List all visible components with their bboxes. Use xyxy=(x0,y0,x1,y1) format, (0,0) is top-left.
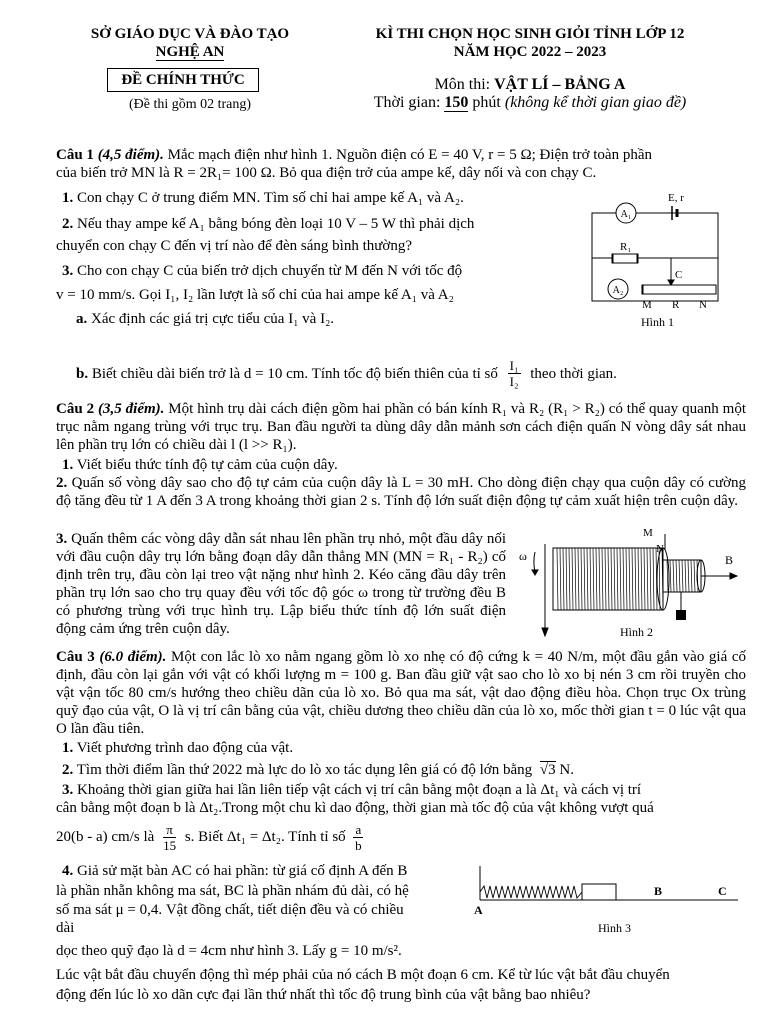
svg-text:B: B xyxy=(654,884,663,898)
svg-text:ω: ω xyxy=(519,549,527,563)
svg-text:R: R xyxy=(672,299,680,311)
province-name: NGHỆ AN xyxy=(155,44,225,60)
spring xyxy=(480,886,582,898)
svg-text:N: N xyxy=(699,299,707,311)
svg-text:B: B xyxy=(725,553,734,567)
q3-part3-line2: cân bằng một đoạn b là Δt₂.Trong một chu kì dao động, thời gian mà tốc độ của vật không vượt quá xyxy=(56,800,654,816)
q2-intro: Câu 2 (3,5 điểm). Một hình trụ dài cách điện gồm hai phần có bán kính R₁ và R₂ (R₁ > R₂) có thể quay quanh một trục nằm ngang trùng với trục trụ. Ban đầu người ta dùng dây dẫn mảnh sơn cách điện quấn N vòng dây sát nhau lên phần trụ lớn có chiều dài l (l >> R₁). xyxy=(56,401,746,453)
q3-part3-line1: 3. Khoảng thời gian giữa hai lần liên tiếp vật cách vị trí cân bằng một đoạn a là Δt₁ và cách vị trí xyxy=(62,782,642,798)
svg-text:A: A xyxy=(474,903,483,917)
hanging-weight xyxy=(676,610,686,620)
q3-part4-line1: 4. Giả sử mặt bàn AC có hai phần: từ giá cố định A đến B xyxy=(62,863,408,879)
department-name: SỞ GIÁO DỤC VÀ ĐÀO TẠO xyxy=(90,26,290,42)
q1-part3-line1: 3. Cho con chạy C của biến trở dịch chuyển từ M đến N với tốc độ xyxy=(62,263,463,279)
q3-part4-line5: dọc theo quỹ đạo là d = 4cm như hình 3. Lấy g = 10 m/s². xyxy=(56,943,402,959)
svg-text:Hình 2: Hình 2 xyxy=(620,625,653,639)
q1-intro-line1: Câu 1 (4,5 điểm). Mắc mạch điện như hình 1. Nguồn điện có E = 40 V, r = 5 Ω; Điện trở toàn phần xyxy=(56,147,653,163)
q1-intro-line2: của biến trở MN là R = 2R₁= 100 Ω. Bỏ qua điện trở của ampe kế, dây nối và con chạy C. xyxy=(56,165,597,181)
svg-text:M: M xyxy=(642,299,652,311)
a-over-b: $\frac{a}{b}$ xyxy=(355,822,362,853)
q3-part4-line6: Lúc vật bắt đầu chuyển động thì mép phải của nó cách B một đoạn 6 cm. Kể từ lúc vật bắt đầu chuyển xyxy=(56,967,670,983)
q3-part2: 2. Tìm thời điểm lần thứ 2022 mà lực do lò xo tác dụng lên giá có độ lớn bằng √3 N. xyxy=(62,762,574,778)
svg-text:C: C xyxy=(675,269,683,281)
pages-note: (Đề thi gồm 02 trang) xyxy=(128,97,252,112)
school-year: NĂM HỌC 2022 – 2023 xyxy=(453,44,607,60)
q1-part1: 1. Con chạy C ở trung điểm MN. Tìm số chỉ hai ampe kế A₁ và A₂. xyxy=(62,190,464,206)
exam-title: KÌ THI CHỌN HỌC SINH GIỎI TỈNH LỚP 12 xyxy=(375,26,685,42)
q3-part4-line7: động đến lúc lò xo dãn cực đại lần thứ nhất thì tốc độ trung bình của vật bằng bao nhiêu? xyxy=(56,987,591,1003)
official-stamp: ĐỀ CHÍNH THỨC xyxy=(107,68,259,92)
figure-3-spring xyxy=(470,862,746,938)
svg-text:C: C xyxy=(718,884,727,898)
svg-text:M: M xyxy=(643,527,653,539)
q3-part3-line3: 20(b - a) cm/s là $\frac{\pi}{15}$ s. Biết Δt₁ = Δt₂. Tính tỉ số $\frac{a}{b}$ xyxy=(56,822,362,853)
q3-intro: Câu 3 (6.0 điểm). Một con lắc lò xo nằm ngang gồm lò xo nhẹ có độ cứng k = 40 N/m, một đầu gắn vào giá cố định, đầu còn lại gắn với vật có khối lượng m = 100 g. Ban đầu giữ vật sao cho lò xo bị nén 3 cm rồi truyền cho vật vận tốc 80 cm/s hướng theo chiều dãn của lò xo. Bỏ qua ma sát, vật dao động điều hòa. Chọn trục Ox trùng quỹ đạo của vật, O là vị trí cân bằng của vật, chiều dương theo chiều dãn của lò xo, mốc thời gian t = 0 lúc vật qua O lần đầu tiên. xyxy=(56,649,746,737)
svg-text:R₁: R₁ xyxy=(620,241,632,253)
block-mass xyxy=(582,884,616,900)
figure-2-cylinder xyxy=(515,522,747,644)
pi-over-15: $\frac{\pi}{15}$ xyxy=(163,822,177,853)
figure-1-circuit xyxy=(586,188,732,330)
ratio-fraction: $\frac{\text{I₁}}{\text{I₂}}$ xyxy=(509,358,519,389)
svg-text:Hình 1: Hình 1 xyxy=(641,315,674,329)
q1-part3a: a. Xác định các giá trị cực tiểu của I₁ và I₂. xyxy=(76,311,335,327)
time-line: Thời gian: 150 phút (không kể thời gian giao đề) xyxy=(373,94,687,111)
svg-text:A₁: A₁ xyxy=(620,209,632,220)
svg-text:E, r: E, r xyxy=(668,192,684,204)
q3-part1: 1. Viết phương trình dao động của vật. xyxy=(62,740,294,756)
q1-part3b: b. Biết chiều dài biến trở là d = 10 cm. Tính tốc độ biến thiên của tỉ số $\frac{\text{I₁}}{\text{I₂}}$ theo thời gian. xyxy=(76,358,617,389)
q3-part4-line2: là phần nhẵn không ma sát, BC là phần nhám đủ dài, có hệ xyxy=(56,883,409,899)
q3-part4-line4: dài xyxy=(56,920,75,936)
q1-part2-line2: chuyển con chạy C đến vị trí nào để đèn sáng bình thường? xyxy=(56,238,412,254)
subject-line: Môn thi: VẬT LÍ – BẢNG A xyxy=(434,76,626,93)
svg-text:N: N xyxy=(656,543,664,555)
q1-part3-line2: v = 10 mm/s. Gọi I₁, I₂ lần lượt là số chỉ của hai ampe kế A₁ và A₂ xyxy=(56,287,454,303)
q2-part1: 1. Viết biểu thức tính độ tự cảm của cuộn dây. xyxy=(62,457,338,473)
sqrt-3: √3 xyxy=(539,762,556,778)
svg-text:A₂: A₂ xyxy=(612,285,624,296)
svg-text:Hình 3: Hình 3 xyxy=(598,921,631,935)
q1-part2-line1: 2. Nếu thay ampe kế A₁ bằng bóng đèn loại 10 V – 5 W thì phải dịch xyxy=(62,216,475,232)
q2-part3: 3. Quấn thêm các vòng dây dẫn sát nhau lên phần trụ nhỏ, một đầu dây nối với đầu cuộn dây trụ lớn bằng đoạn dây dẫn thẳng MN (MN = R₁ - R₂) cố định trên trụ, đầu còn lại treo vật nặng như hình 2. Kéo căng đầu dây trên phần trụ lớn sao cho trụ quay đều với tốc độ góc ω trong từ trường đều B có phương trùng với trục hình trụ. Lập biểu thức tính độ lớn suất điện động cảm ứng trên cuộn dây. xyxy=(56,531,506,637)
q2-part2: 2. Quấn số vòng dây sao cho độ tự cảm của cuộn dây là L = 30 mH. Cho dòng điện chạy qua cuộn dây có cường độ tăng đều từ 1 A đến 3 A trong khoảng thời gian 2 s. Tính độ lớn suất điện động tự cảm xuất hiện trên cuộn dây. xyxy=(56,475,747,509)
q3-part4-line3: số ma sát μ = 0,4. Vật đồng chất, tiết diện đều và có chiều xyxy=(56,902,404,918)
